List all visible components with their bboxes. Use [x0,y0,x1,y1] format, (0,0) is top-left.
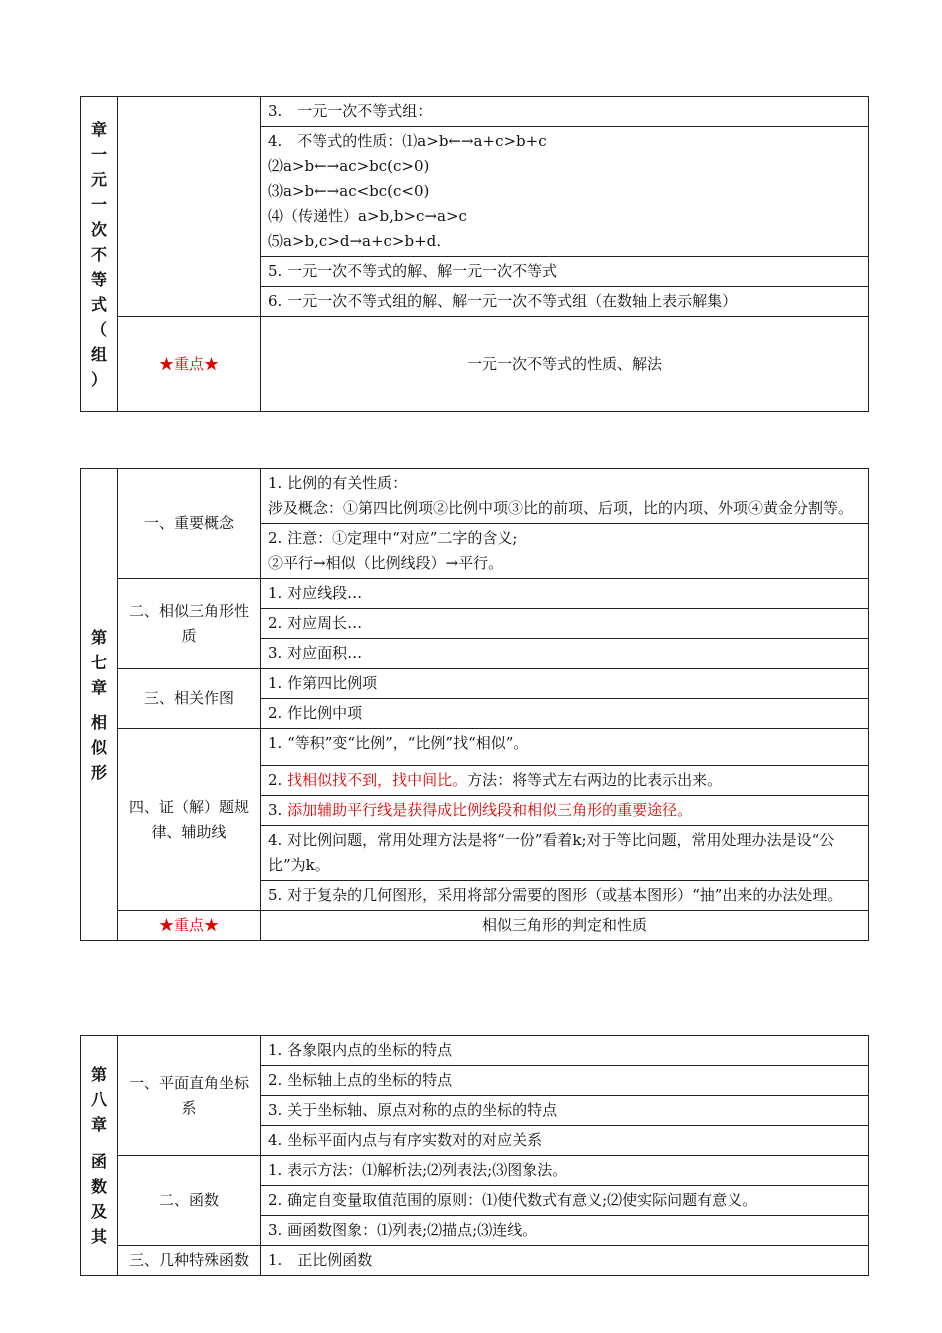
topic-special-functions: 三、几种特殊函数 [118,1246,261,1276]
chapter-char: 及 [90,1202,107,1221]
construction-item: 2. 作比例中项 [261,699,869,729]
concept-item-2 [261,524,869,579]
spacer [81,700,117,710]
rule-item-1: 1. “等积”变“比例”，“比例”找“相似”。 [261,729,869,766]
property-item: 1. 对应线段… [261,579,869,609]
property-item: 2. 对应周长… [261,609,869,639]
key-point-label: ★重点★ [118,317,261,412]
item-3: 3. 一元一次不等式组： [261,97,869,127]
chapter-char: 章 [90,677,107,697]
topic-constructions: 三、相关作图 [118,669,261,729]
table-chapter-inequalities [80,96,869,412]
rule-item-4: 4. 对比例问题，常用处理方法是将“一份”看着k;对于等比问题，常用处理办法是设“公比”为k。 [261,826,869,881]
chapter-char: 其 [90,1227,107,1246]
function-item: 1. 表示方法：⑴解析法;⑵列表法;⑶图象法。 [261,1156,869,1186]
rule-number: 2. [268,771,283,789]
topic-functions: 二、函数 [118,1156,261,1246]
text-line: ⑵a>b←→ac>bc(c>0) [268,157,430,175]
function-item: 3. 画函数图象：⑴列表;⑵描点;⑶连线。 [261,1216,869,1246]
coord-item: 4. 坐标平面内点与有序实数对的对应关系 [261,1126,869,1156]
table-chapter-functions [80,1035,869,1276]
chapter-char: 元 [90,169,107,189]
text-line: ⑷（传递性）a>b,b>c→a>c [268,207,467,225]
chapter-char: ） [90,369,107,389]
chapter-char: 七 [90,652,107,672]
chapter-title-cell [81,469,118,941]
item-6: 6. 一元一次不等式组的解、解一元一次不等式组（在数轴上表示解集） [261,287,869,317]
text-line: 涉及概念：①第四比例项②比例中项③比的前项、后项，比的内项、外项④黄金分割等。 [268,499,854,517]
chapter-char: 式 [90,294,107,314]
property-item: 3. 对应面积… [261,639,869,669]
rule-item-2 [261,766,869,796]
chapter-char: 似 [90,737,107,757]
chapter-char: 函 [90,1152,107,1171]
construction-item: 1. 作第四比例项 [261,669,869,699]
chapter-char: （ [90,319,107,339]
rule-item-5: 5. 对于复杂的几何图形，采用将部分需要的图形（或基本图形）“抽”出来的办法处理。 [261,881,869,911]
chapter-char: 数 [90,1177,107,1196]
chapter-char: 章 [90,1115,107,1134]
chapter-title-cell [81,1036,118,1276]
text-line: 4. 不等式的性质：⑴a>b←→a+c>b+c [268,132,547,150]
item-5: 5. 一元一次不等式的解、解一元一次不等式 [261,257,869,287]
chapter-char: 一 [90,144,107,164]
table-chapter-similarity [80,468,869,941]
topic-coordinate-system: 一、平面直角坐标系 [118,1036,261,1156]
concept-item-1 [261,469,869,524]
rule-highlight: 找相似找不到，找中间比。 [287,771,468,789]
text-line: ⑸a>b,c>d→a+c>b+d. [268,232,442,250]
chapter-char: 八 [90,1090,107,1109]
spacer [81,1137,117,1149]
text-line: ②平行→相似（比例线段）→平行。 [268,554,504,572]
topic-important-concepts: 一、重要概念 [118,469,261,579]
chapter-title-cell [81,97,118,412]
text-line: 2. 注意：①定理中“对应”二字的含义; [268,529,518,547]
topic-proof-rules: 四、证（解）题规律、辅助线 [118,729,261,911]
chapter-char: 第 [90,1065,107,1084]
coord-item: 2. 坐标轴上点的坐标的特点 [261,1066,869,1096]
text-line: 1. 比例的有关性质： [268,474,408,492]
rule-item-3 [261,796,869,826]
chapter-char: 形 [90,762,107,782]
special-function-item: 1. 正比例函数 [261,1246,869,1276]
rule-highlight: 添加辅助平行线是获得成比例线段和相似三角形的重要途径。 [287,801,693,819]
coord-item: 1. 各象限内点的坐标的特点 [261,1036,869,1066]
topic-cell-empty [118,97,261,317]
chapter-char: 不 [90,244,107,264]
chapter-char: 章 [90,119,107,139]
key-point-text: 相似三角形的判定和性质 [261,911,869,941]
chapter-char: 第 [90,627,107,647]
rule-text: 方法：将等式左右两边的比表示出来。 [467,771,723,789]
item-4-properties [261,127,869,257]
chapter-char: 相 [90,712,107,732]
function-item: 2. 确定自变量取值范围的原则：⑴使代数式有意义;⑵使实际问题有意义。 [261,1186,869,1216]
rule-number: 3. [268,801,283,819]
topic-similar-triangle-properties: 二、相似三角形性质 [118,579,261,669]
chapter-char: 一 [90,194,107,214]
text-line: ⑶a>b←→ac<bc(c<0) [268,182,430,200]
key-point-label: ★重点★ [118,911,261,941]
chapter-char: 组 [90,344,107,364]
coord-item: 3. 关于坐标轴、原点对称的点的坐标的特点 [261,1096,869,1126]
key-point-text: 一元一次不等式的性质、解法 [261,317,869,412]
chapter-char: 次 [90,219,107,239]
chapter-char: 等 [90,269,107,289]
